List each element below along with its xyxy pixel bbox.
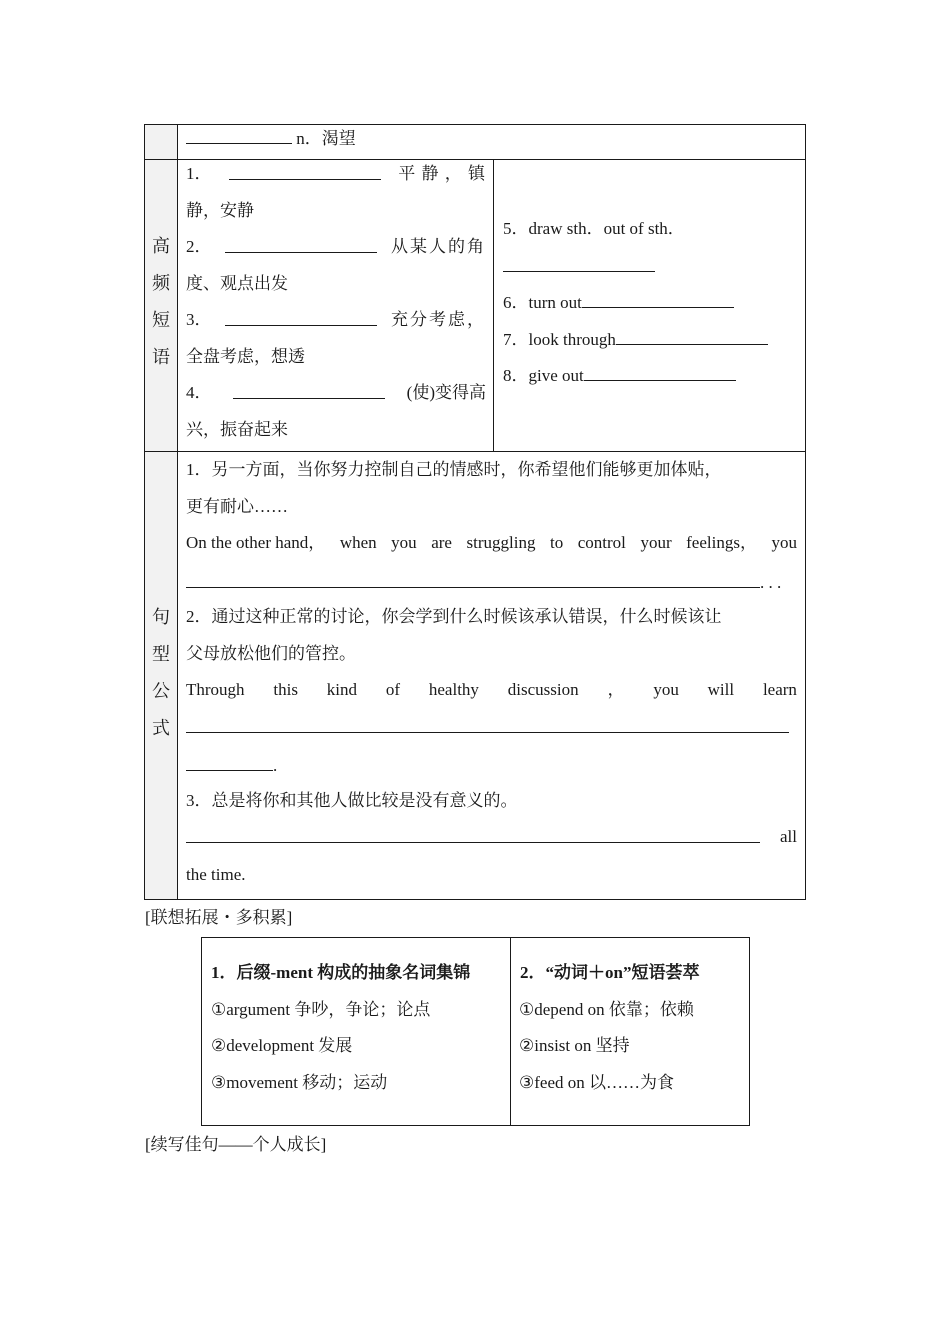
- answer-blank[interactable]: [186, 755, 273, 771]
- phrases-label: 高 频 短 语: [152, 236, 170, 367]
- answer-blank[interactable]: [225, 310, 377, 326]
- list-item: ③movement 移动；运动: [211, 1073, 388, 1092]
- list-item: ①argument 争吵，争论；论点: [211, 1000, 431, 1019]
- answer-blank[interactable]: [186, 827, 760, 843]
- phrase-item: 7．look through: [503, 329, 768, 350]
- answer-blank[interactable]: [225, 237, 377, 253]
- answer-blank[interactable]: [584, 365, 736, 381]
- answer-blank[interactable]: [186, 572, 760, 588]
- list-item: ②development 发展: [211, 1036, 353, 1055]
- answer-blank[interactable]: [582, 292, 734, 308]
- list-item: ②insist on 坚持: [519, 1036, 630, 1055]
- patterns-label: 句 型 公 式: [152, 607, 170, 738]
- phrase-item: 8．give out: [503, 365, 736, 386]
- section-heading: [联想拓展・多积累]: [145, 908, 293, 927]
- answer-blank[interactable]: [186, 717, 789, 733]
- list-item: ①depend on 依靠；依赖: [519, 1000, 694, 1019]
- section-heading: [续写佳句——个人成长]: [145, 1135, 327, 1154]
- top-row-text: n．渴望: [296, 129, 356, 148]
- answer-blank[interactable]: [229, 164, 381, 180]
- answer-blank[interactable]: [233, 383, 385, 399]
- phrase-item: 6．turn out: [503, 292, 734, 313]
- answer-blank[interactable]: [186, 128, 292, 144]
- top-row-entry: [186, 128, 356, 149]
- label-cell-top: [145, 125, 177, 159]
- answer-blank[interactable]: [616, 329, 768, 345]
- list-item: ③feed on 以……为食: [519, 1073, 674, 1092]
- answer-blank[interactable]: [503, 256, 655, 272]
